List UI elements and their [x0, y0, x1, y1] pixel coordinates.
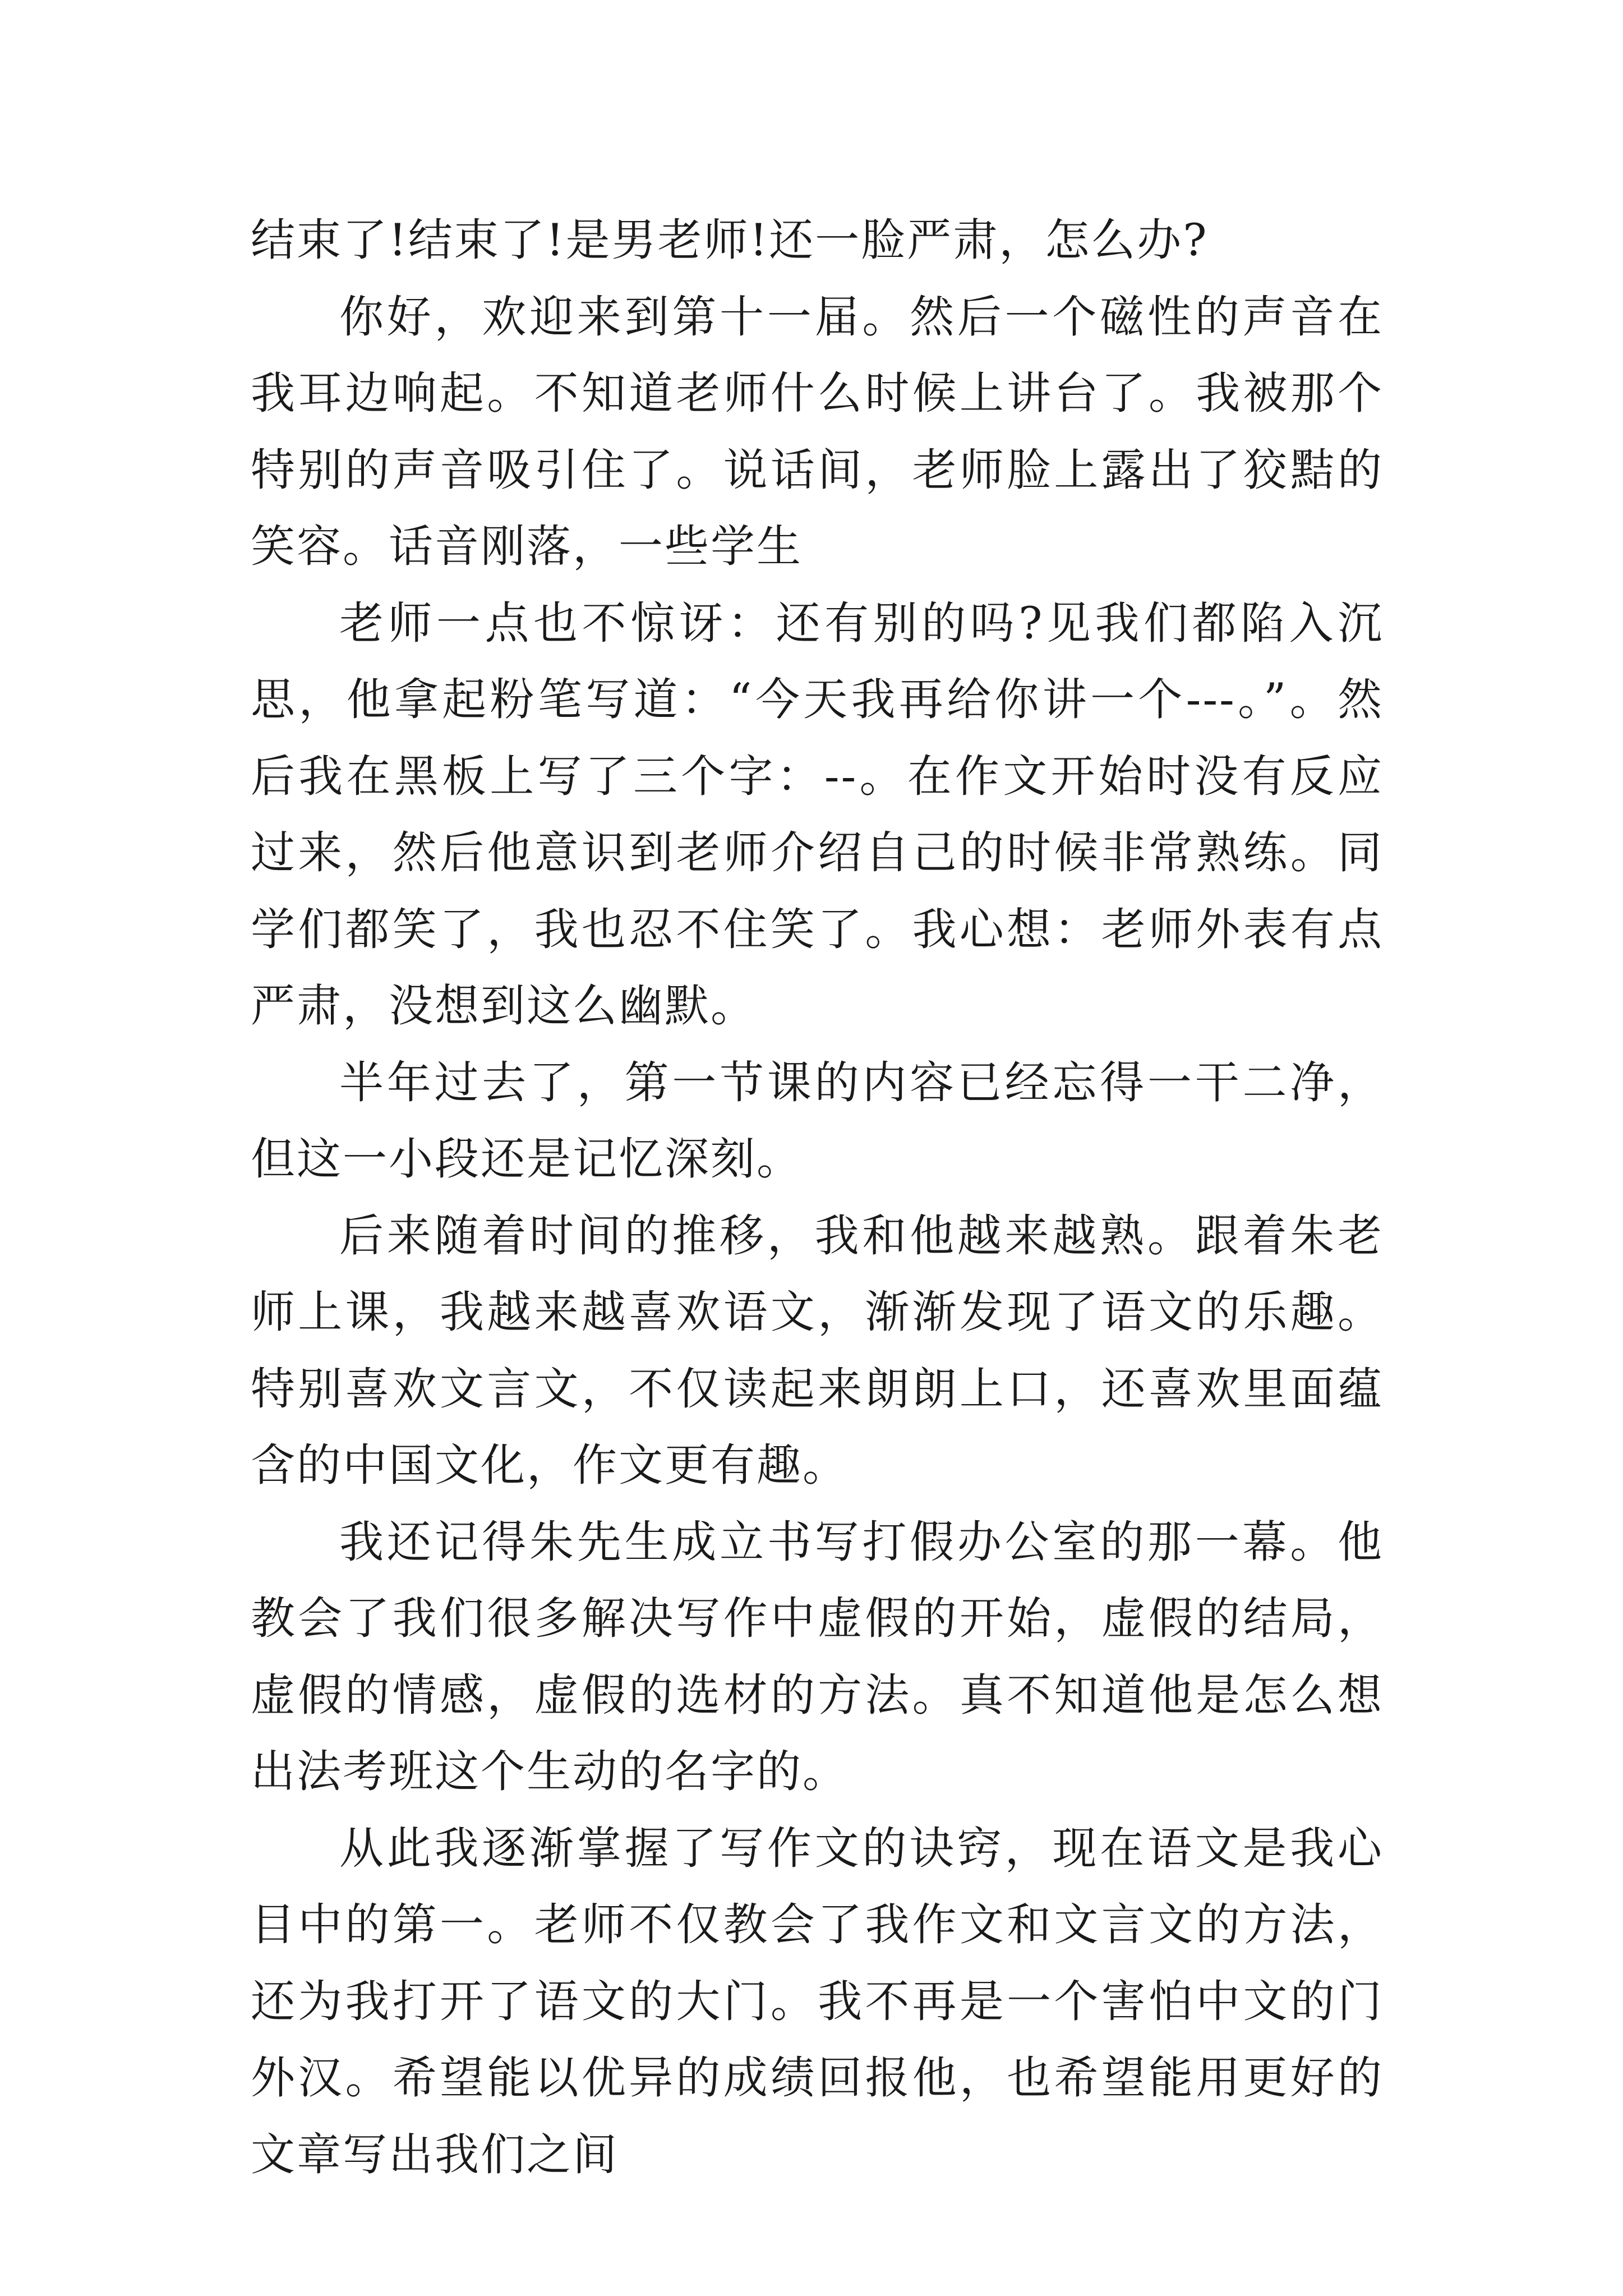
paragraph-1: 结束了!结束了!是男老师!还一脸严肃，怎么办?: [251, 214, 1209, 266]
paragraph-5: 后来随着时间的推移，我和他越来越熟。跟着朱老师上课，我越来越喜欢语文，渐渐发现了语文的乐趣。特别喜欢文言文，不仅读起来朗朗上口，还喜欢里面蕴含的中国文化，作文更有趣。: [251, 1209, 1384, 1491]
paragraph-2: 你好，欢迎来到第十一届。然后一个磁性的声音在我耳边响起。不知道老师什么时候上讲台了。我被那个特别的声音吸引住了。说话间，老师脸上露出了狡黠的笑容。话音刚落，一些学生: [251, 291, 1384, 572]
paragraph-6: 我还记得朱先生成立书写打假办公室的那一幕。他教会了我们很多解决写作中虚假的开始，虚假的结局，虚假的情感，虚假的选材的方法。真不知道他是怎么想出法考班这个生动的名字的。: [251, 1516, 1384, 1797]
paragraph-4: 半年过去了，第一节课的内容已经忘得一干二净，但这一小段还是记忆深刻。: [251, 1056, 1384, 1185]
paragraph-7: 从此我逐渐掌握了写作文的诀窍，现在语文是我心目中的第一。老师不仅教会了我作文和文言文的方法，还为我打开了语文的大门。我不再是一个害怕中文的门外汉。希望能以优异的成绩回报他，也希望能用更好的文章写出我们之间: [251, 1822, 1384, 2180]
essay-body: [251, 202, 1384, 2193]
paragraph-3: 老师一点也不惊讶：还有别的吗?见我们都陷入沉思，他拿起粉笔写道：“今天我再给你讲一个---。”。然后我在黑板上写了三个字：--。在作文开始时没有反应过来，然后他意识到老师介绍自己的时候非常熟练。同学们都笑了，我也忍不住笑了。我心想：老师外表有点严肃，没想到这么幽默。: [251, 597, 1384, 1032]
